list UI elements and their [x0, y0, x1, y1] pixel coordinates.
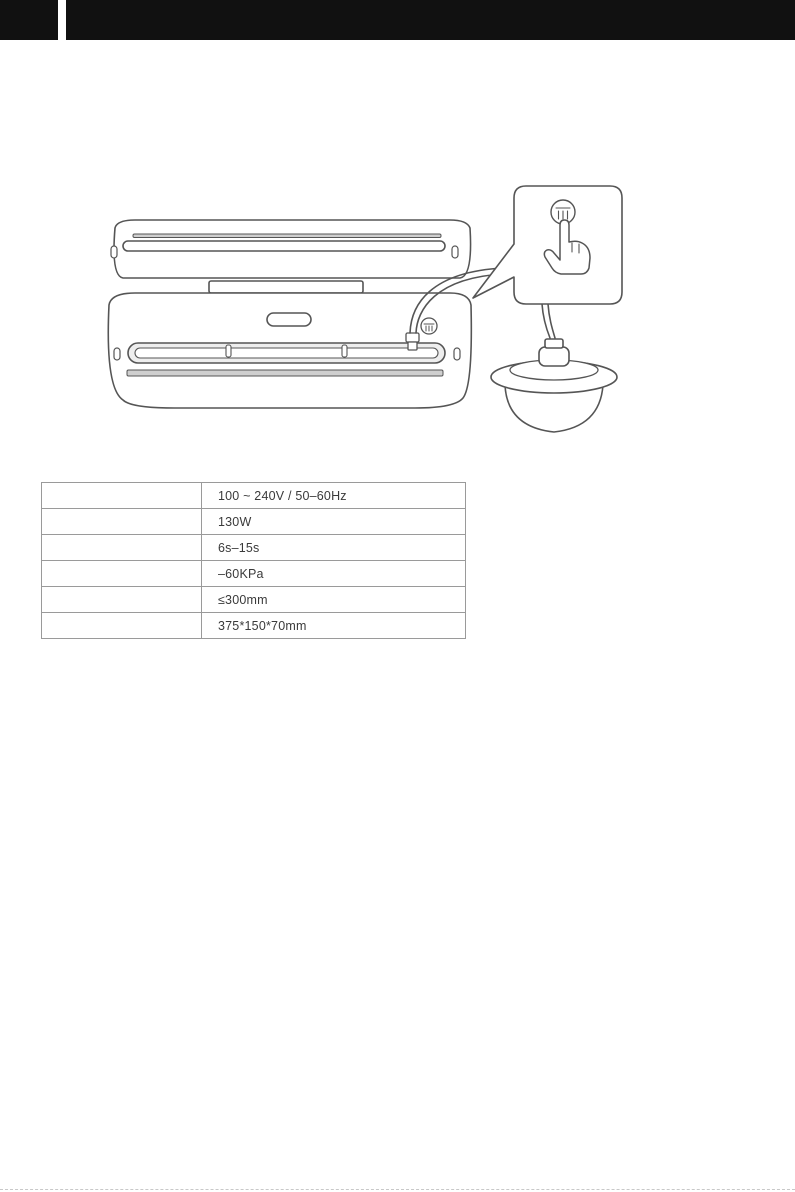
table-row — [42, 561, 466, 587]
vacuum-sealer-illustration — [95, 180, 635, 442]
spec-label-cell — [42, 613, 202, 639]
specifications-table — [41, 482, 466, 639]
header-bar-right — [66, 0, 795, 40]
spec-value-cell: ≤300mm — [202, 587, 466, 613]
table-row — [42, 587, 466, 613]
spec-value-cell: 100 ~ 240V / 50–60Hz — [202, 483, 466, 509]
spec-label-cell — [42, 587, 202, 613]
table-row — [42, 535, 466, 561]
vacuum-seal-icon — [421, 318, 437, 334]
spec-value-cell: 130W — [202, 509, 466, 535]
spec-label-cell — [42, 535, 202, 561]
bottom-divider — [0, 1189, 795, 1190]
vacuum-canister — [491, 339, 617, 432]
sealer-base — [108, 293, 471, 408]
spec-value-cell: –60KPa — [202, 561, 466, 587]
spec-value-cell: 375*150*70mm — [202, 613, 466, 639]
table-row — [42, 613, 466, 639]
button-callout — [473, 186, 622, 304]
spec-value-cell: 6s–15s — [202, 535, 466, 561]
spec-label-cell — [42, 561, 202, 587]
header-bar-left — [0, 0, 58, 40]
spec-label-cell — [42, 483, 202, 509]
table-row — [42, 483, 466, 509]
table-row — [42, 509, 466, 535]
sealer-lid — [111, 220, 471, 278]
spec-label-cell — [42, 509, 202, 535]
hinge — [209, 281, 363, 293]
